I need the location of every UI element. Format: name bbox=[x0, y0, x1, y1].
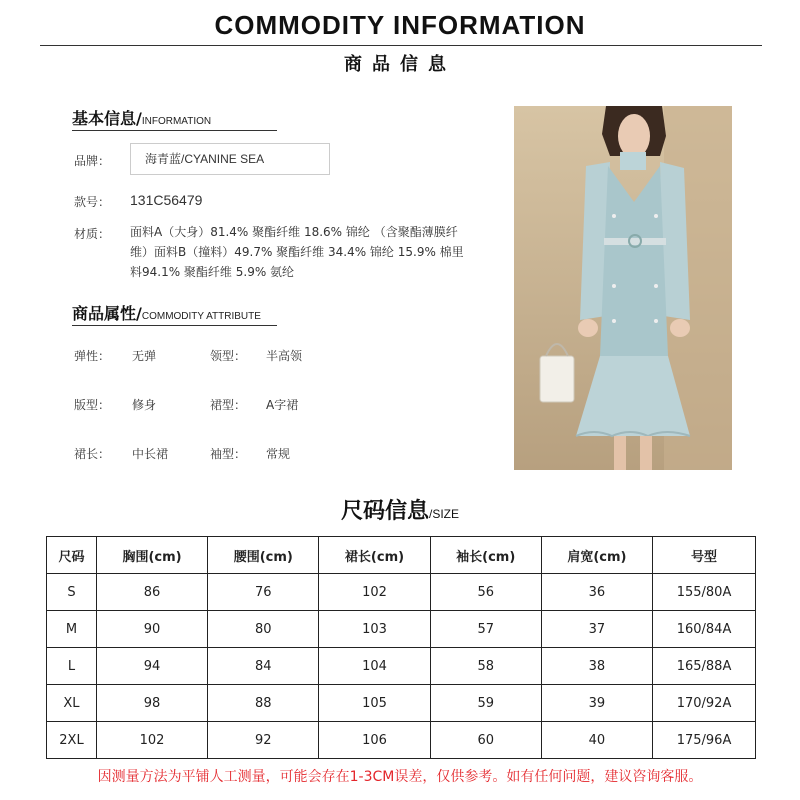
table-cell: 84 bbox=[208, 648, 319, 685]
attr-value: 修身 bbox=[132, 398, 157, 412]
table-cell: 98 bbox=[96, 685, 207, 722]
attributes-heading-cn: 商品属性/ bbox=[72, 304, 142, 323]
table-cell: 92 bbox=[208, 722, 319, 759]
attr-label: 弹性： bbox=[74, 349, 111, 363]
table-cell: 80 bbox=[208, 611, 319, 648]
table-cell: 37 bbox=[541, 611, 652, 648]
table-cell: 160/84A bbox=[653, 611, 756, 648]
table-cell: XL bbox=[47, 685, 97, 722]
table-cell: 39 bbox=[541, 685, 652, 722]
product-photo bbox=[514, 106, 732, 470]
table-cell: 175/96A bbox=[653, 722, 756, 759]
page-title: COMMODITY INFORMATION bbox=[214, 10, 586, 40]
size-info-heading-en: /SIZE bbox=[429, 507, 460, 521]
table-cell: 88 bbox=[208, 685, 319, 722]
table-cell: 103 bbox=[319, 611, 430, 648]
table-cell: 60 bbox=[430, 722, 541, 759]
attr-value: 半高领 bbox=[266, 349, 303, 363]
attr-label: 袖型： bbox=[210, 447, 247, 461]
brand-value: 海青蓝/CYANINE SEA bbox=[130, 143, 330, 175]
basic-info-heading-en: INFORMATION bbox=[141, 116, 212, 127]
table-row bbox=[47, 611, 756, 648]
attributes-heading bbox=[72, 301, 261, 324]
attr-value: 常规 bbox=[266, 447, 291, 461]
table-cell: 38 bbox=[541, 648, 652, 685]
attr-label: 领型： bbox=[210, 349, 247, 363]
table-cell: S bbox=[47, 574, 97, 611]
table-row bbox=[47, 574, 756, 611]
material-value: 面料A（大身）81.4% 聚酯纤维 18.6% 锦纶 （含聚酯薄膜纤维）面料B（撞料）49.7% 聚酯纤维 34.4% 锦纶 15.9% 棉里料94.1% 聚酯纤维 5.9% 氨纶 bbox=[130, 225, 464, 279]
attr-value: 无弹 bbox=[132, 349, 157, 363]
table-row bbox=[47, 648, 756, 685]
table-cell: 56 bbox=[430, 574, 541, 611]
title-divider bbox=[40, 45, 762, 46]
material-label: 材质： bbox=[74, 227, 111, 241]
table-cell: 86 bbox=[96, 574, 207, 611]
table-cell: M bbox=[47, 611, 97, 648]
style-no-label: 款号： bbox=[74, 195, 111, 209]
column-header: 腰围(cm) bbox=[208, 537, 319, 574]
attr-value: A字裙 bbox=[266, 398, 299, 412]
table-cell: 59 bbox=[430, 685, 541, 722]
column-header: 袖长(cm) bbox=[430, 537, 541, 574]
table-row bbox=[47, 685, 756, 722]
page-subtitle: 商品信息 bbox=[344, 54, 456, 75]
table-cell: 36 bbox=[541, 574, 652, 611]
size-info-heading-cn: 尺码信息 bbox=[340, 499, 429, 524]
table-cell: 106 bbox=[319, 722, 430, 759]
style-no-value: 131C56479 bbox=[130, 192, 203, 208]
table-cell: 102 bbox=[96, 722, 207, 759]
column-header: 尺码 bbox=[47, 537, 97, 574]
size-table-header-row bbox=[47, 537, 756, 574]
attr-label: 裙型： bbox=[210, 398, 247, 412]
table-row bbox=[47, 722, 756, 759]
measurement-note: 因测量方法为平铺人工测量，可能会存在1-3CM误差，仅供参考。如有任何问题，建议咨询客服。 bbox=[97, 769, 703, 785]
table-cell: 155/80A bbox=[653, 574, 756, 611]
table-cell: 57 bbox=[430, 611, 541, 648]
table-cell: 40 bbox=[541, 722, 652, 759]
column-header: 裙长(cm) bbox=[319, 537, 430, 574]
table-cell: 76 bbox=[208, 574, 319, 611]
basic-info-heading bbox=[72, 106, 211, 129]
size-table bbox=[46, 536, 756, 759]
table-cell: 170/92A bbox=[653, 685, 756, 722]
table-cell: 105 bbox=[319, 685, 430, 722]
column-header: 肩宽(cm) bbox=[541, 537, 652, 574]
attributes-heading-en: COMMODITY ATTRIBUTE bbox=[141, 311, 261, 322]
table-cell: L bbox=[47, 648, 97, 685]
table-cell: 102 bbox=[319, 574, 430, 611]
attr-value: 中长裙 bbox=[132, 447, 169, 461]
table-cell: 94 bbox=[96, 648, 207, 685]
size-info-heading bbox=[0, 494, 800, 525]
attr-label: 裙长： bbox=[74, 447, 111, 461]
column-header: 胸围(cm) bbox=[96, 537, 207, 574]
table-cell: 104 bbox=[319, 648, 430, 685]
table-cell: 58 bbox=[430, 648, 541, 685]
basic-info-heading-cn: 基本信息/ bbox=[72, 109, 142, 128]
column-header: 号型 bbox=[653, 537, 756, 574]
table-cell: 2XL bbox=[47, 722, 97, 759]
attributes-divider bbox=[72, 325, 277, 326]
brand-label: 品牌： bbox=[74, 154, 111, 168]
table-cell: 90 bbox=[96, 611, 207, 648]
basic-info-divider bbox=[72, 130, 277, 131]
attr-label: 版型： bbox=[74, 398, 111, 412]
table-cell: 165/88A bbox=[653, 648, 756, 685]
